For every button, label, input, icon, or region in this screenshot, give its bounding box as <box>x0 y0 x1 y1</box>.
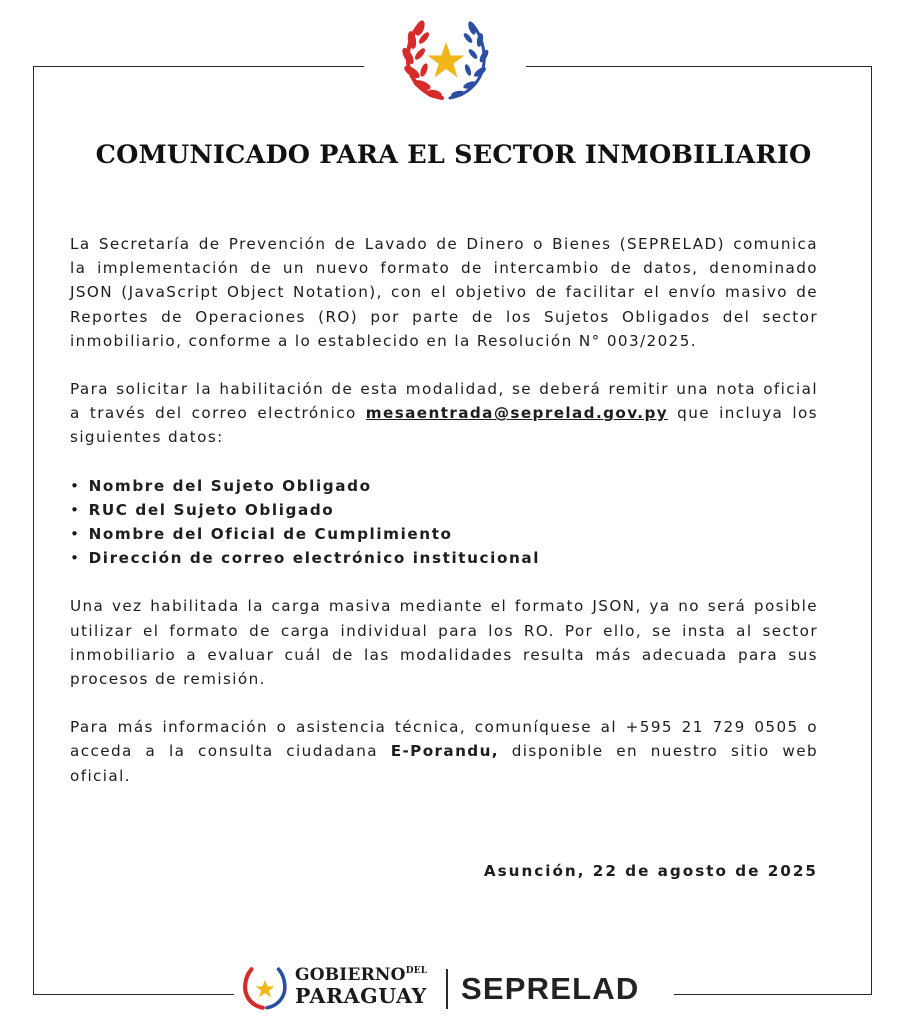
del-word: DEL <box>405 966 428 976</box>
footer-logos <box>240 963 660 1015</box>
list-item: • Nombre del Oficial de Cumplimiento <box>70 522 818 546</box>
contact-text: Para más información o asistencia técnica, comuníquese al +595 21 729 0505 o acceda a la consulta ciudadana <box>70 718 818 761</box>
gold-star-icon <box>428 42 465 78</box>
list-item: • Dirección de correo electrónico institucional <box>70 546 818 570</box>
seprelad-logo: SEPRELAD <box>461 971 640 1006</box>
paraguay-word: PARAGUAY <box>295 984 427 1008</box>
eporandu-name: E-Porandu, <box>390 742 499 761</box>
government-emblem-icon <box>240 965 290 1013</box>
national-emblem-icon <box>398 18 494 106</box>
gobierno-wordmark <box>295 967 427 1007</box>
logo-divider <box>446 969 448 1009</box>
email-link[interactable]: mesaentrada@seprelad.gov.py <box>365 404 669 423</box>
requirements-list <box>70 474 818 571</box>
contact-text-end: disponible en nuestro sitio web oficial. <box>70 742 818 785</box>
contact-paragraph <box>70 715 818 788</box>
date-line: Asunción, 22 de agosto de 2025 <box>483 862 818 880</box>
list-item: • Nombre del Sujeto Obligado <box>70 474 818 498</box>
notice-paragraph: Una vez habilitada la carga masiva mediante el formato JSON, ya no será posible utilizar el formato de carga individual para los RO. Por ello, se insta al sector inmobiliario a evaluar cuál de las modalidades resulta más adecuada para sus procesos de remisión. <box>70 597 818 689</box>
request-text: Para solicitar la habilitación de esta modalidad, se deberá remitir una nota oficial a través del correo electrónico <box>70 380 818 423</box>
list-item: • RUC del Sujeto Obligado <box>70 498 818 522</box>
page-title: COMUNICADO PARA EL SECTOR INMOBILIARIO <box>95 140 812 170</box>
communique-body <box>70 232 818 788</box>
gobierno-word: GOBIERNO <box>295 965 406 985</box>
intro-paragraph: La Secretaría de Prevención de Lavado de Dinero o Bienes (SEPRELAD) comunica la implementación de un nuevo formato de intercambio de datos, denominado JSON (JavaScript Object Notation), con el objetivo de facilitar el envío masivo de Reportes de Operaciones (RO) por parte de los Sujetos Obligados del sector inmobiliario, conforme a lo establecido en la Resolución N° 003/2025. <box>70 235 818 350</box>
request-text-end: que incluya los siguientes datos: <box>70 404 818 447</box>
request-paragraph <box>70 377 818 450</box>
